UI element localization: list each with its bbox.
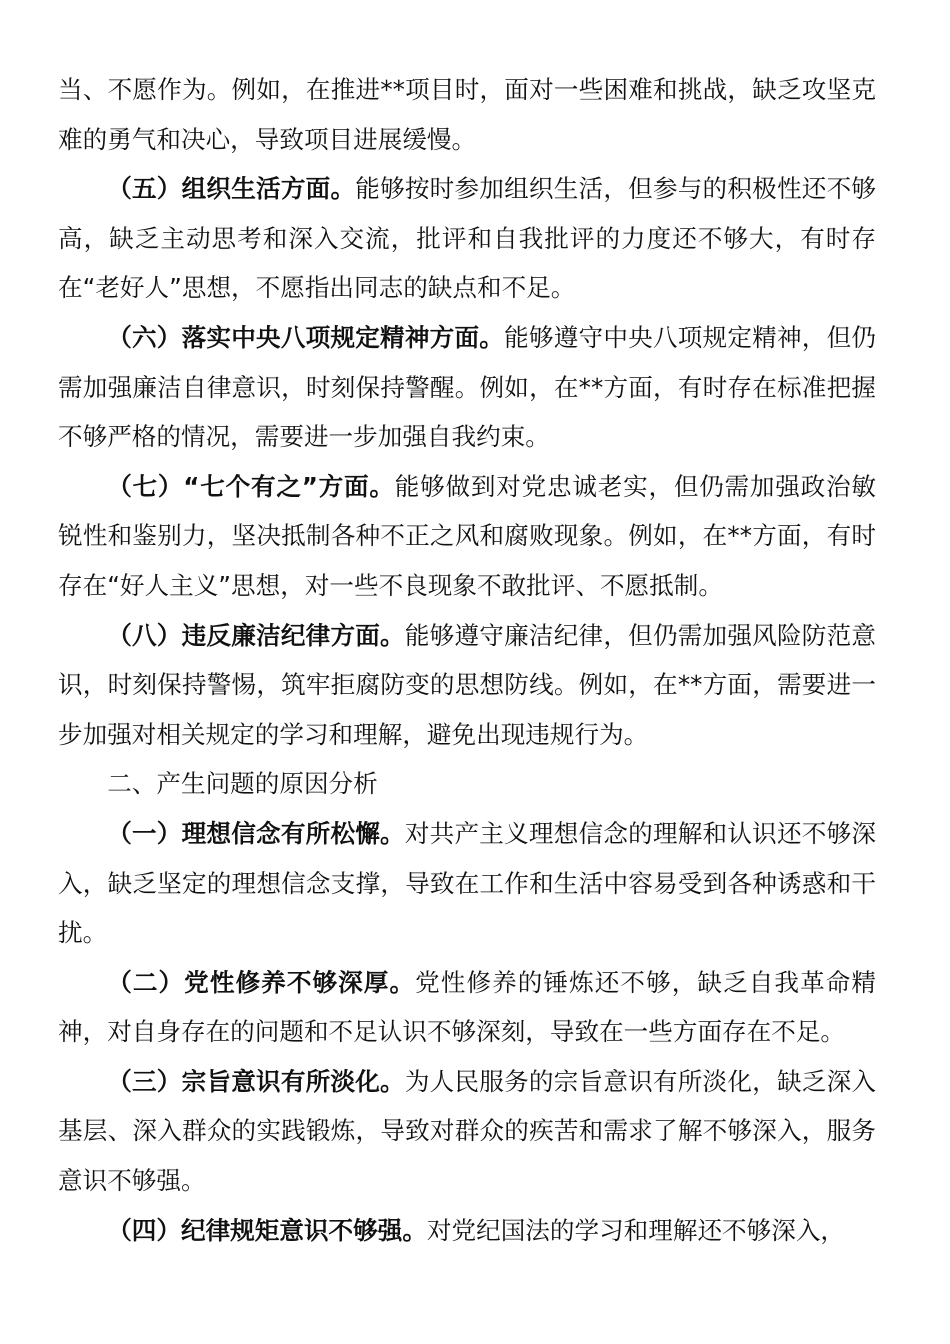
paragraph-heading: （八）违反廉洁纪律方面。 bbox=[107, 620, 405, 650]
paragraph-party-spirit bbox=[58, 958, 876, 1057]
paragraph-heading: （七）“七个有之”方面。 bbox=[107, 471, 395, 501]
section-heading: 二、产生问题的原因分析 bbox=[107, 769, 378, 799]
paragraph-purpose-awareness bbox=[58, 1057, 876, 1206]
paragraph-heading: （四）纪律规矩意识不够强。 bbox=[107, 1215, 427, 1245]
paragraph-body: 为人民服务的宗旨意识有所淡化，缺乏深入基层、深入群众的实践锻炼，导致对群众的疾苦和需求了解不够深入，服务意识不够强。 bbox=[58, 1066, 876, 1196]
paragraph-heading: （一）理想信念有所松懈。 bbox=[107, 818, 405, 848]
paragraph-body: 能够按时参加组织生活，但参与的积极性还不够高，缺乏主动思考和深入交流，批评和自我批评的力度还不够大，有时存在“老好人”思想，不愿指出同志的缺点和不足。 bbox=[58, 174, 876, 303]
paragraph-body: 能够遵守中央八项规定精神，但仍需加强廉洁自律意识，时刻保持警醒。例如，在**方面，有时存在标准把握不够严格的情况，需要进一步加强自我约束。 bbox=[58, 322, 876, 452]
paragraph-ideals-beliefs bbox=[58, 809, 876, 958]
paragraph-body: 能够遵守廉洁纪律，但仍需加强风险防范意识，时刻保持警惕，筑牢拒腐防变的思想防线。例如，在**方面，需要进一步加强对相关规定的学习和理解，避免出现违规行为。 bbox=[58, 620, 876, 749]
paragraph-body: 对共产主义理想信念的理解和认识还不够深入，缺乏坚定的理想信念支撑，导致在工作和生活中容易受到各种诱惑和干扰。 bbox=[58, 818, 876, 948]
paragraph-organization-life bbox=[58, 164, 876, 313]
paragraph-eight-regulations bbox=[58, 313, 876, 462]
paragraph-discipline-rules bbox=[58, 1206, 876, 1256]
paragraph-body: 能够做到对党忠诚老实，但仍需加强政治敏锐性和鉴别力，坚决抵制各种不正之风和腐败现象。例如，在**方面，有时存在“好人主义”思想，对一些不良现象不敢批评、不愿抵制。 bbox=[58, 471, 876, 600]
paragraph-seven-kinds bbox=[58, 462, 876, 611]
paragraph-heading: （六）落实中央八项规定精神方面。 bbox=[107, 322, 505, 352]
paragraph-heading: （二）党性修养不够深厚。 bbox=[107, 967, 416, 997]
paragraph-body: 当、不愿作为。例如，在推进**项目时，面对一些困难和挑战，缺乏攻坚克难的勇气和决心，导致项目进展缓慢。 bbox=[58, 75, 876, 154]
paragraph-heading: （三）宗旨意识有所淡化。 bbox=[107, 1066, 405, 1096]
paragraph-integrity-discipline bbox=[58, 611, 876, 760]
paragraph-heading: （五）组织生活方面。 bbox=[107, 174, 356, 204]
document-page bbox=[58, 65, 876, 1255]
paragraph-body: 党性修养的锤炼还不够，缺乏自我革命精神，对自身存在的问题和不足认识不够深刻，导致在一些方面存在不足。 bbox=[58, 967, 876, 1047]
paragraph-continuation bbox=[58, 65, 876, 164]
paragraph-body: 对党纪国法的学习和理解还不够深入， bbox=[426, 1215, 846, 1245]
